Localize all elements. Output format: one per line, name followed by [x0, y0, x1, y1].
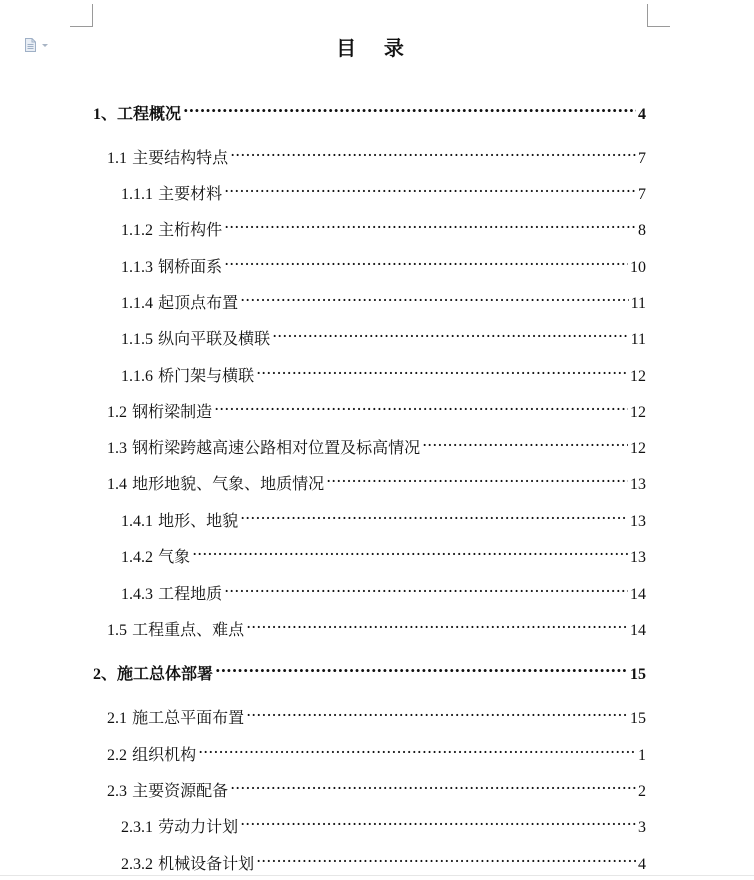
toc-dot-leader [240, 284, 629, 308]
toc-page-number: 15 [630, 666, 646, 683]
toc-entry-level-1[interactable] [93, 655, 646, 683]
toc-entry-label [121, 327, 272, 352]
toc-entry-text: 劳动力计划 [153, 817, 239, 836]
toc-dot-leader [230, 772, 636, 796]
toc-dot-leader [215, 655, 628, 679]
toc-entry-number: 1.2 [107, 404, 127, 421]
toc-entry-text: 主要材料 [153, 184, 223, 203]
toc-dot-leader [224, 248, 628, 272]
toc-dot-leader [192, 538, 628, 562]
toc-entry-label [121, 582, 224, 607]
toc-entry-label [107, 400, 214, 425]
toc-entry-number: 1.1.3 [121, 259, 153, 276]
toc-entry-level-3[interactable] [121, 248, 646, 276]
toc-entry-level-2[interactable] [107, 699, 646, 727]
toc-entry-number: 2.3.1 [121, 819, 153, 836]
toc-dot-leader [183, 95, 636, 119]
toc-entry-number: 2.1 [107, 710, 127, 727]
page-title: 目 录 [336, 36, 404, 60]
toc-entry-number: 1.5 [107, 622, 127, 639]
toc-entry-label [121, 218, 224, 243]
toc-entry-number: 2.2 [107, 747, 127, 764]
toc-entry-label [121, 852, 256, 877]
toc-entry-text: 地形、地貌 [153, 511, 239, 530]
toc-page-number: 10 [630, 259, 646, 276]
toc-entry-level-3[interactable] [121, 538, 646, 566]
toc-entry-text: 气象 [153, 547, 191, 566]
toc-entry-label [121, 364, 256, 389]
toc-entry-level-3[interactable] [121, 357, 646, 385]
toc-page-number: 13 [630, 476, 646, 493]
toc-entry-level-3[interactable] [121, 211, 646, 239]
toc-entry-label [107, 706, 246, 731]
toc-entry-label [107, 146, 230, 171]
toc-entry-number: 1.4.1 [121, 513, 153, 530]
toc-dot-leader [326, 465, 628, 489]
toc-dot-leader [230, 139, 636, 163]
toc-entry-number: 1.1.1 [121, 186, 153, 203]
toc-entry-label [121, 182, 224, 207]
toc-entry-label [121, 509, 240, 534]
toc-entry-level-3[interactable] [121, 808, 646, 836]
toc-page-number: 14 [630, 586, 646, 603]
toc-entry-label [107, 436, 422, 461]
toc-entry-label [93, 102, 183, 127]
toc-entry-number: 1.1.4 [121, 295, 153, 312]
toc-dot-leader [246, 699, 628, 723]
toc-dot-leader [224, 575, 628, 599]
toc-dot-leader [256, 845, 636, 869]
toc-dot-leader [246, 611, 628, 635]
page-bottom-divider [0, 875, 754, 876]
toc-entry-number: 2.3.2 [121, 856, 153, 873]
toc-page-number: 3 [638, 819, 646, 836]
toc-entry-number: 1 [93, 106, 101, 123]
toc-entry-text: 组织机构 [127, 745, 197, 764]
toc-page-number: 12 [630, 368, 646, 385]
toc-entry-label [107, 618, 246, 643]
toc-page-number: 8 [638, 222, 646, 239]
toc-entry-text: 桥门架与横联 [153, 366, 255, 385]
toc-entry-text: 主桁构件 [153, 220, 223, 239]
toc-page-number: 12 [630, 440, 646, 457]
toc-page-number: 11 [630, 295, 646, 312]
toc-page-number: 11 [630, 331, 646, 348]
toc-entry-text: 地形地貌、气象、地质情况 [127, 474, 325, 493]
toc-entry-number: 1.4.3 [121, 586, 153, 603]
toc-entry-label [107, 472, 326, 497]
toc-entry-label [121, 815, 240, 840]
toc-dot-leader [240, 502, 628, 526]
toc-entry-text: 主要结构特点 [127, 148, 229, 167]
toc-entry-number: 2 [93, 666, 101, 683]
toc-entry-level-2[interactable] [107, 736, 646, 764]
toc-entry-level-2[interactable] [107, 393, 646, 421]
toc-page-number: 1 [638, 747, 646, 764]
toc-dot-leader [224, 211, 636, 235]
toc-entry-number: 2.3 [107, 783, 127, 800]
toc-entry-level-2[interactable] [107, 611, 646, 639]
toc-entry-level-3[interactable] [121, 502, 646, 530]
toc-entry-text: 纵向平联及横联 [153, 329, 271, 348]
toc-entry-label [107, 743, 198, 768]
toc-dot-leader [272, 320, 629, 344]
toc-entry-number: 1.4.2 [121, 549, 153, 566]
toc-dot-leader [422, 429, 628, 453]
toc-entry-text: 钢桥面系 [153, 257, 223, 276]
toc-entry-text: 钢桁梁跨越高速公路相对位置及标高情况 [127, 438, 421, 457]
toc-entry-number: 1.3 [107, 440, 127, 457]
toc-entry-level-1[interactable] [93, 95, 646, 123]
toc-dot-leader [256, 357, 628, 381]
toc-entry-level-3[interactable] [121, 175, 646, 203]
toc-entry-text: 工程重点、难点 [127, 620, 245, 639]
toc-entry-level-2[interactable] [107, 465, 646, 493]
toc-entry-level-3[interactable] [121, 575, 646, 603]
toc-entry-number: 1.4 [107, 476, 127, 493]
toc-entry-text: 起顶点布置 [153, 293, 239, 312]
toc-dot-leader [214, 393, 628, 417]
toc-page-number: 7 [638, 186, 646, 203]
toc-page-number: 13 [630, 549, 646, 566]
toc-entry-level-2[interactable] [107, 429, 646, 457]
toc-entry-number: 1.1 [107, 150, 127, 167]
toc-entry-label [93, 662, 215, 687]
toc-page-number: 4 [638, 106, 646, 123]
toc-entry-label [107, 779, 230, 804]
toc-entry-number: 1.1.5 [121, 331, 153, 348]
toc-entry-label [121, 291, 240, 316]
toc-page-number: 14 [630, 622, 646, 639]
toc-entry-label [121, 545, 192, 570]
toc-page-number: 4 [638, 856, 646, 873]
toc-entry-level-3[interactable] [121, 845, 646, 873]
toc-page-number: 13 [630, 513, 646, 530]
toc-page-number: 15 [630, 710, 646, 727]
toc-entry-text: 施工总平面布置 [127, 708, 245, 727]
toc-entry-number: 1.1.6 [121, 368, 153, 385]
toc-dot-leader [224, 175, 636, 199]
toc-entry-level-3[interactable] [121, 320, 646, 348]
toc-page-number: 12 [630, 404, 646, 421]
toc-entry-text: 机械设备计划 [153, 854, 255, 873]
toc-page-number: 2 [638, 783, 646, 800]
toc-entry-text: 主要资源配备 [127, 781, 229, 800]
toc-entry-text: 、工程概况 [101, 104, 182, 123]
toc-entry-level-2[interactable] [107, 772, 646, 800]
toc-page-number: 7 [638, 150, 646, 167]
toc-entry-number: 1.1.2 [121, 222, 153, 239]
toc-entry-level-3[interactable] [121, 284, 646, 312]
toc-dot-leader [198, 736, 636, 760]
toc-dot-leader [240, 808, 636, 832]
toc-entry-text: 、施工总体部署 [101, 664, 214, 683]
toc-entry-level-2[interactable] [107, 139, 646, 167]
toc-entry-text: 工程地质 [153, 584, 223, 603]
toc-entry-label [121, 255, 224, 280]
toc-entry-text: 钢桁梁制造 [127, 402, 213, 421]
